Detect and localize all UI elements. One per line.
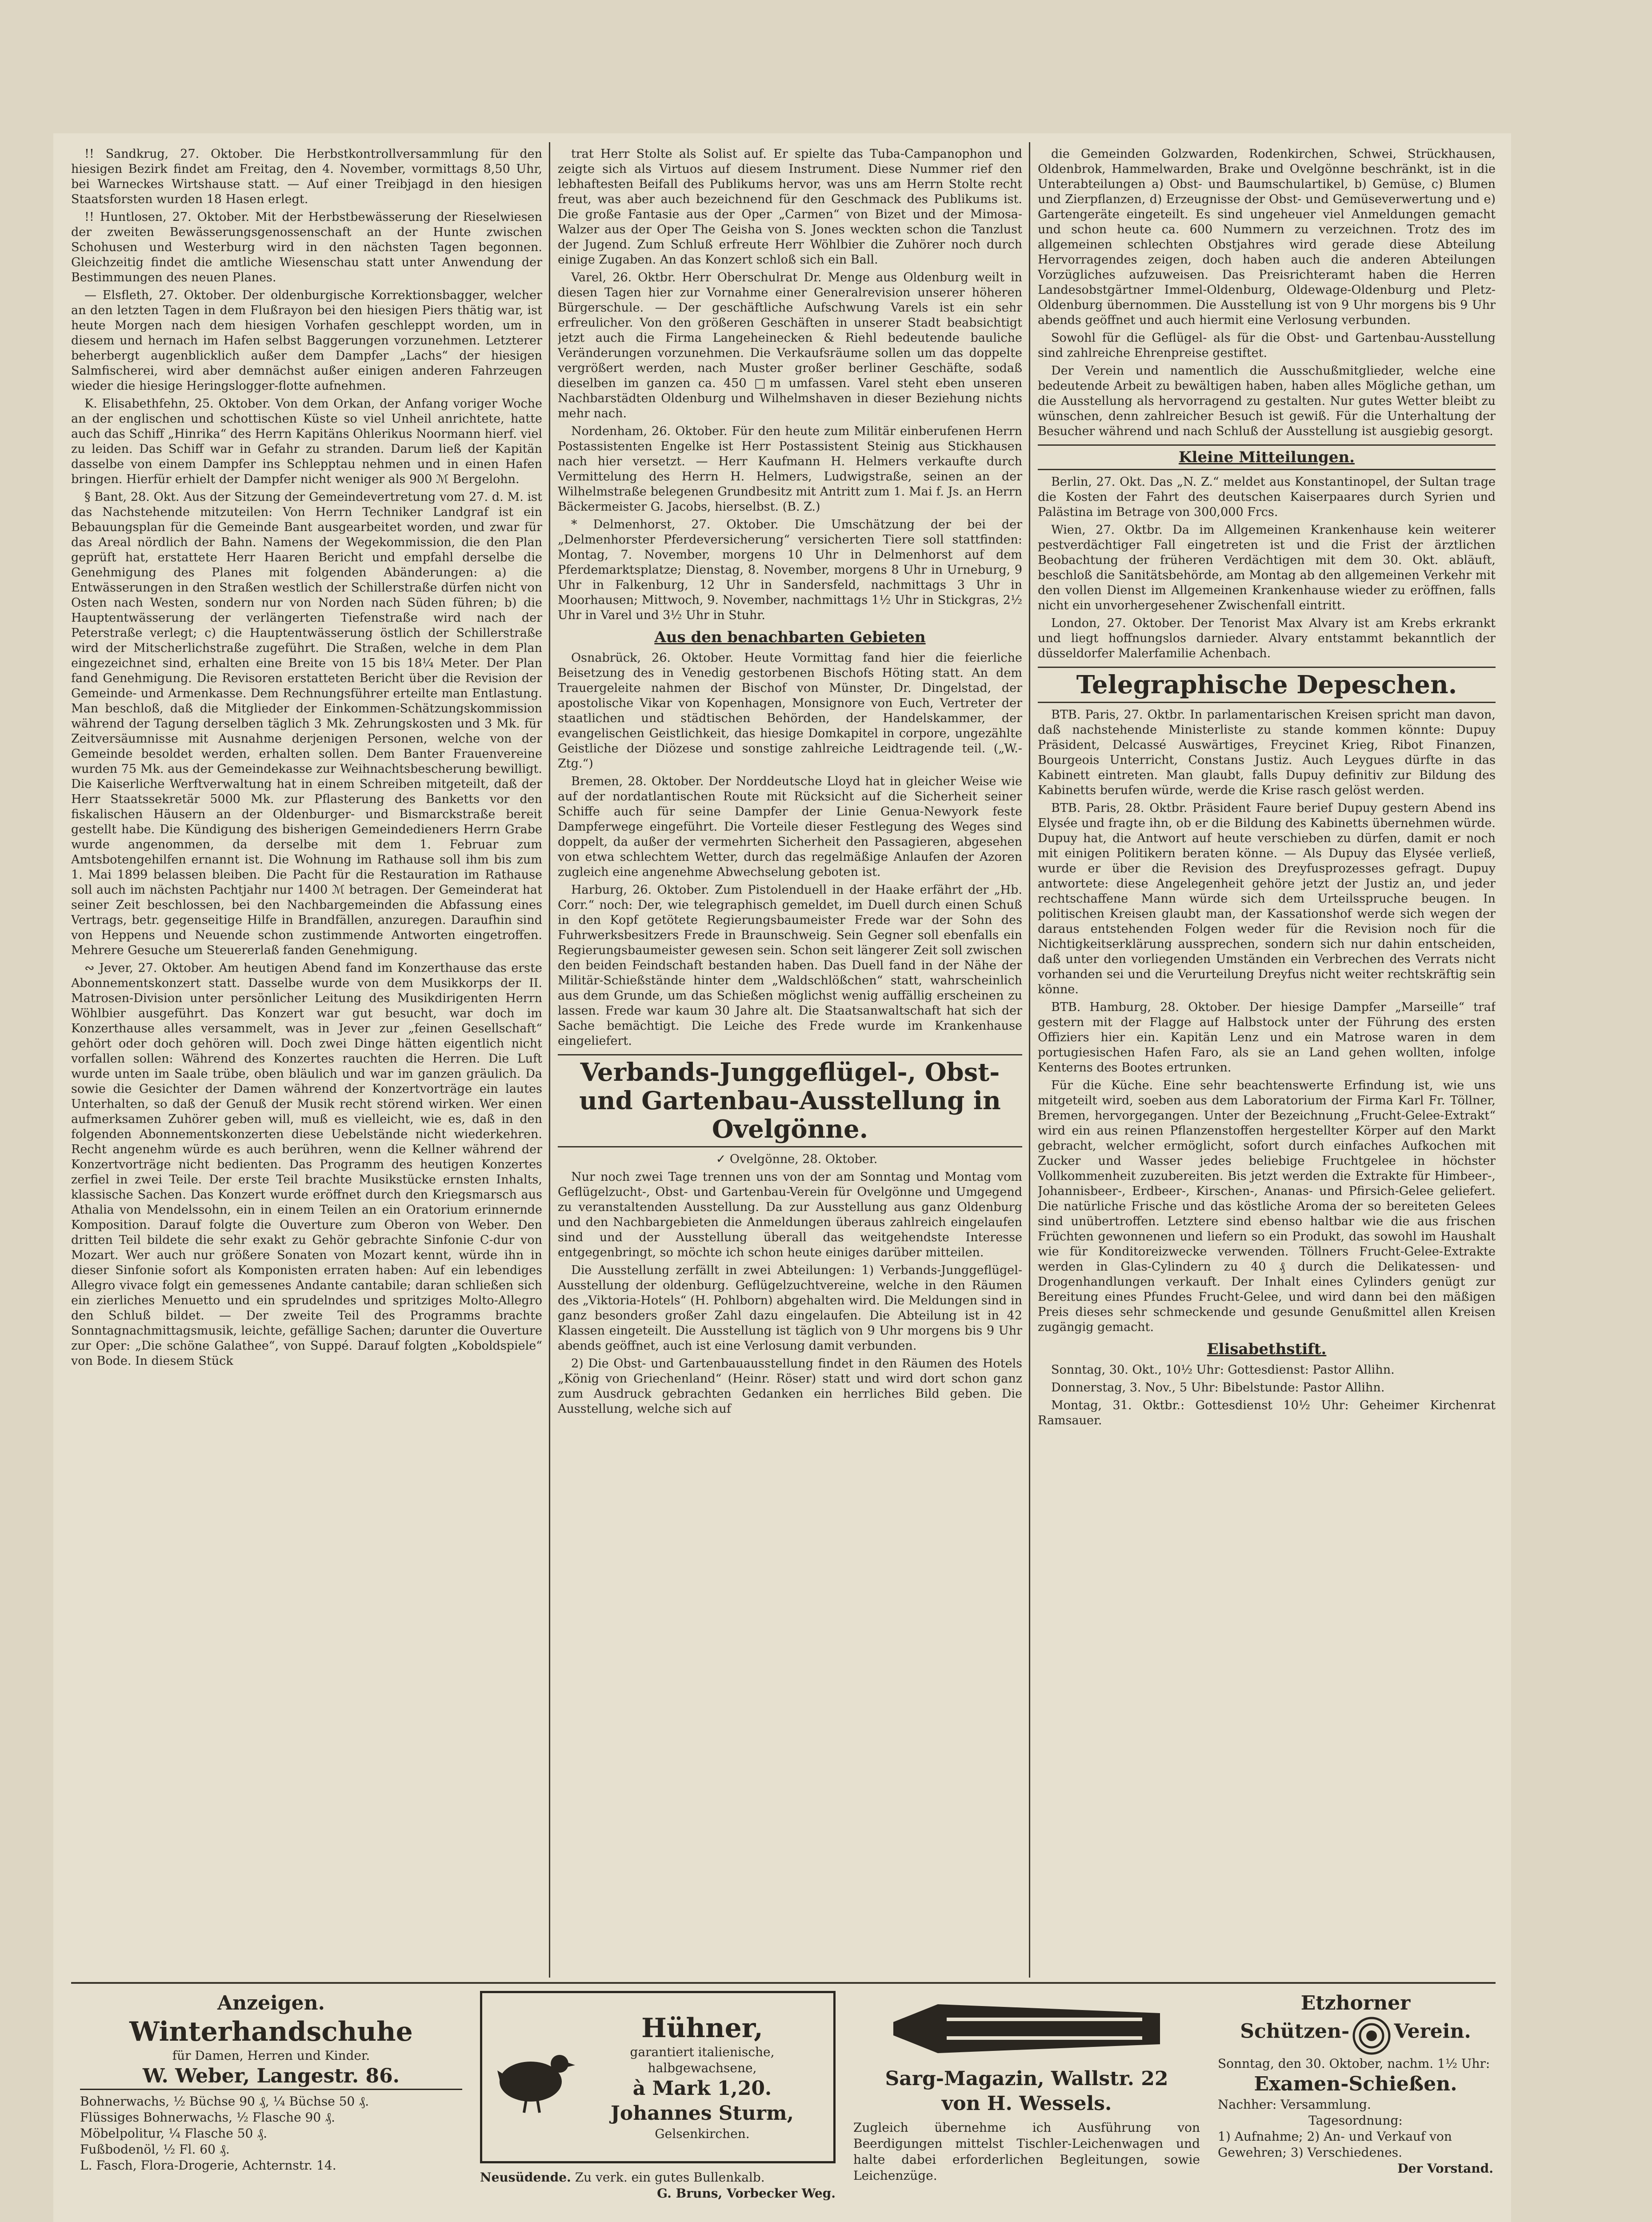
section-heading-small-news: Kleine Mitteilungen. bbox=[1038, 444, 1496, 470]
wax-line-3: Möbelpolitur, ¼ Flasche 50 ₰. bbox=[80, 2126, 268, 2141]
wax-line-4: Fußbodenöl, ½ Fl. 60 ₰. bbox=[80, 2142, 230, 2157]
column-divider-2 bbox=[1029, 142, 1030, 1978]
advertisements bbox=[80, 1991, 1493, 2222]
club-agenda-head: Tagesordnung: bbox=[1308, 2113, 1403, 2128]
newspaper-page bbox=[53, 133, 1511, 2222]
ad-gloves bbox=[80, 1991, 462, 2222]
ad-hens bbox=[480, 1991, 836, 2222]
hens-price: à Mark 1,20. bbox=[632, 2077, 772, 2100]
ad-shooting-club bbox=[1218, 1991, 1493, 2222]
section-heading-neighbor: Aus den benachbarten Gebieten bbox=[654, 628, 926, 646]
article-harburg: Harburg, 26. Oktober. Zum Pistolenduell in der Haake erfährt der „Hb. Corr.“ noch: Der, wie telegraphisch gemeldet, im Duell durch einen Schuß in den Kopf getötete Regierungsbaumeister Frede war der Sohn des Fuhrwerksbesitzers Frede in Braunschweig. Sein Gegner soll ebenfalls ein Regierungsbaumeister gewesen sein. Schon seit längerer Zeit soll zwischen den beiden Feindschaft bestanden haben. Das Duell fand in der Nähe der Militär-Schießstände hinter dem „Waldschlößchen“ statt, wahrscheinlich aus dem Grunde, um das Schießen möglichst wenig auffällig erscheinen zu lassen. Frede war kaum 30 Jahre alt. Die Staatsanwaltschaft hat sich der Sache bemächtigt. Die Leiche des Frede wurde im Krankenhause eingeliefert. bbox=[558, 883, 1022, 1048]
column-3 bbox=[1038, 147, 1496, 1982]
wax-line-5: L. Fasch, Flora-Drogerie, Achternstr. 14. bbox=[80, 2158, 336, 2173]
hens-seller: Johannes Sturm, bbox=[611, 2102, 794, 2125]
club-date: Sonntag, den 30. Oktober, nachm. 1½ Uhr: bbox=[1218, 2056, 1490, 2071]
article-huntlosen: !! Huntlosen, 27. Oktober. Mit der Herbstbewässerung der Rieselwiesen der zweiten Bewässerungsgenossenschaft an der Hunte zwischen Schohusen und Westerburg wird in den nächsten Tagen begonnen. Gleichzeitig findet die amtliche Wiesenschau statt unter Anwendung der Bestimmungen des neuen Planes. bbox=[71, 210, 542, 284]
telegram-paris-1: BTB. Paris, 27. Oktbr. In parlamentarischen Kreisen spricht man davon, daß nachstehende Ministerliste zu stande kommen könnte: Dupuy Präsident, Delcassé Auswärtiges, Freycinet Krieg, Ribot Finanzen, Bourgeois Unterricht, Constans Justiz. Auch Leygues dürfte in das Kabinett eintreten. Man glaubt, falls Dupuy definitiv zur Bildung des Kabinetts berufen würde, werde die Krise rasch gelöst werden. bbox=[1038, 708, 1496, 797]
article-elisabethfehn: K. Elisabethfehn, 25. Oktober. Von dem Orkan, der Anfang voriger Woche an der englischen und schottischen Küste so viel Unheil anrichtete, hatte auch das Schiff „Hinrika“ des Herrn Kapitäns Ohlerikus Noormann hierf. viel zu leiden. Das Schiff war in Gefahr zu stranden. Darum ließ der Kapitän dasselbe von einem Dampfer ins Schlepptau nehmen und in einen Hafen bringen. Hierfür erhielt der Dampfer nicht weniger als 900 ℳ Bergelohn. bbox=[71, 397, 542, 486]
church-line-2: Donnerstag, 3. Nov., 5 Uhr: Bibelstunde: Pastor Allihn. bbox=[1051, 1381, 1385, 1395]
wax-line-2: Flüssiges Bohnerwachs, ½ Flasche 90 ₰. bbox=[80, 2110, 335, 2125]
telegram-paris-2: BTB. Paris, 28. Oktbr. Präsident Faure berief Dupuy gestern Abend ins Elysée und fragte ihn, ob er die Bildung des Kabinetts übernehmen würde. Dupuy hat, die Antwort auf heute verschieben zu dürfen, damit er noch mit einigen Politikern beraten könne. — Als Dupuy das Elysée verließ, wurde er über die Revision des Dreyfusprozesses gefragt. Dupuy antwortete: diese Angelegenheit gehöre jetzt der Justiz an, und jeder rechtschaffene Mann würde sich dem Urteilsspruche beugen. In politischen Kreisen glaubt man, der Kassationshof werde sich wegen der daraus entstehenden Folgen weder für die Revision noch für die Nichtigkeitserklärung aussprechen, sondern sich nur dahin entscheiden, daß unter den vorliegenden Umständen ein Verbrechen des Verrats nicht vorhanden sei und die Verurteilung Dreyfus nicht weiter rechtskräftig sein könne. bbox=[1038, 801, 1496, 996]
club-title-row bbox=[1218, 2016, 1493, 2056]
section-heading-church: Elisabethstift. bbox=[1207, 1340, 1327, 1358]
gloves-shop: W. Weber, Langestr. 86. bbox=[80, 2064, 462, 2090]
club-agenda-1: 1) Aufnahme; 2) An- und Verkauf von Gewehren; 3) Verschiedenes. bbox=[1218, 2129, 1452, 2160]
telegram-hamburg: BTB. Hamburg, 28. Oktober. Der hiesige Dampfer „Marseille“ traf gestern mit der Flagge auf Halbstock unter der Führung des ersten Offiziers hier ein. Kapitän Lenz und ein Matrose waren in dem portugiesischen Hafen Faro, als sie an Land gehen wollten, infolge Kenterns des Bootes ertrunken. bbox=[1038, 1000, 1496, 1075]
calf-label: Neusüdende. bbox=[480, 2170, 571, 2185]
article-berlin: Berlin, 27. Okt. Das „N. Z.“ meldet aus Konstantinopel, der Sultan trage die Kosten der Fahrt des deutschen Kaiserpaares durch Syrien und Palästina im Betrage von 300,000 Frcs. bbox=[1038, 475, 1496, 519]
calf-ad bbox=[480, 2170, 836, 2186]
hens-subtitle-2: halbgewachsene, bbox=[648, 2061, 757, 2075]
column-1 bbox=[71, 147, 542, 1982]
coffin-icon bbox=[884, 1995, 1169, 2062]
article-elsfleth: — Elsfleth, 27. Oktober. Der oldenburgische Korrektionsbagger, welcher an den letzten Tagen in dem Flußrayon bei den hiesigen Piers thätig war, ist heute Morgen nach dem hiesigen Vorhafen geschleppt worden, um in diesem und hernach im Hafen selbst Baggerungen vorzunehmen. Letzterer beherbergt augenblicklich außer dem Dampfer „Lachs“ der hiesigen Salmfischerei, wird aber demnächst außer einigen anderen Fahrzeugen wieder die hiesige Heringslogger-flotte aufnehmen. bbox=[71, 288, 542, 393]
article-jever-cont: trat Herr Stolte als Solist auf. Er spielte das Tuba-Campanophon und zeigte sich als Virtuos auf diesem Instrument. Diese Nummer rief den lebhaftesten Beifall des Publikums hervor, was uns am Herrn Stolte recht freut, was aber auch bezeichnend für den Geschmack des Publikums ist. Die große Fantasie aus der Oper „Carmen“ von Bizet und der Mimosa-Walzer aus der Oper The Geisha von S. Jones weckten schon die Tanzlust der Jugend. Zum Schluß erfreute Herr Wöhlbier die Zuhörer noch durch einige Zugaben. An das Konzert schloß sich ein Ball. bbox=[558, 147, 1022, 267]
section-heading-telegrams: Telegraphische Depeschen. bbox=[1038, 667, 1496, 703]
section-heading-exhibition: Verbands-Junggeflügel-, Obst- und Gartenbau-Ausstellung in Ovelgönne. bbox=[558, 1054, 1022, 1147]
hens-place: Gelsenkirchen. bbox=[655, 2126, 750, 2141]
article-wien: Wien, 27. Oktbr. Da im Allgemeinen Krankenhause kein weiterer pestverdächtiger Fall eingetreten ist und die Frist der ärztlichen Beobachtung der früheren Verdächtigen mit dem 30. Okt. abläuft, beschloß die Sanitätsbehörde, am Montag ab den allgemeinen Verkehr mit den vollen Dienst im Allgemeinen Krankenhause wieder zu eröffnen, falls nicht ein unvorhergesehener Zwischenfall eintritt. bbox=[1038, 523, 1496, 612]
gloves-title: Winterhandschuhe bbox=[129, 2016, 413, 2047]
church-line-3: Montag, 31. Oktbr.: Gottesdienst 10½ Uhr: Geheimer Kirchenrat Ramsauer. bbox=[1038, 1399, 1496, 1427]
hens-title: Hühner, bbox=[641, 2013, 763, 2044]
article-exhibition-2: Die Ausstellung zerfällt in zwei Abteilungen: 1) Verbands-Junggeflügel-Ausstellung der oldenburg. Geflügelzuchtvereine, welche in den Räumen des „Viktoria-Hotels“ (H. Pohlborn) abgehalten wird. Die Meldungen sind in ganz besonders großer Zahl dazu eingelaufen. Die Abteilung ist in 42 Klassen eingeteilt. Die Ausstellung ist täglich von 9 Uhr morgens bis 9 Uhr abends geöffnet, auch ist eine Verlosung damit verbunden. bbox=[558, 1263, 1022, 1353]
ads-divider bbox=[71, 1982, 1496, 1984]
hen-icon bbox=[488, 2039, 577, 2115]
article-sandkrug: !! Sandkrug, 27. Oktober. Die Herbstkontrollversammlung für den hiesigen Bezirk findet am Freitag, den 4. November, vormittags 8,50 Uhr, bei Warneckes Wirtshause statt. — Auf einer Treibjagd in den hiesigen Staatsforsten wurden 18 Hasen erlegt. bbox=[71, 147, 542, 206]
article-exhibition-4: die Gemeinden Golzwarden, Rodenkirchen, Schwei, Strückhausen, Oldenbrok, Hammelwarden, Brake und Ovelgönne beschränkt, ist in die Unterabteilungen a) Obst- und Baumschulartikel, b) Gemüse, c) Blumen und Zierpflanzen, d) Erzeugnisse der Obst- und Gemüseverwertung und e) Gartengeräte eingeteilt. Es sind ungeheuer viel Anmeldungen gemacht und schon heute ca. 600 Nummern zu verzeichnen. Trotz des im allgemeinen schlechten Obstjahres wird gerade diese Abteilung Hervorragendes zeigen, doch haben auch die anderen Abteilungen Vorzügliches aufzuweisen. Das Preisrichteramt haben die Herren Landesobstgärtner Immel-Oldenburg, Oldewage-Oldenburg und Pletz-Oldenburg übernommen. Die Ausstellung ist von 9 Uhr morgens bis 9 Uhr abends geöffnet und auch hiermit eine Verlosung verbunden. bbox=[1038, 147, 1496, 327]
hens-box bbox=[480, 1991, 836, 2163]
article-varel: Varel, 26. Oktbr. Herr Oberschulrat Dr. Menge aus Oldenburg weilt in diesen Tagen hier zur Vornahme einer Generalrevision unserer höheren Bürgerschule. — Der geschäftliche Aufschwung Varels ist ein sehr erfreulicher. Von den größeren Geschäften in unserer Stadt beabsichtigt jetzt auch die Firma Langeheinecken & Riehl bedeutende bauliche Veränderungen vorzunehmen. Die Verkaufsräume sollen um das doppelte vergrößert werden, nach Muster großer berliner Geschäfte, sodaß dieselben im ganzen ca. 450 □m umfassen. Varel steht eben unseren Nachbarstädten Oldenburg und Wilhelmshaven in dieser Beziehung nichts mehr nach. bbox=[558, 271, 1022, 420]
article-delmenhorst: * Delmenhorst, 27. Oktober. Die Umschätzung der bei der „Delmenhorster Pferdeversicherung“ versicherten Tiere soll stattfinden: Montag, 7. November, morgens 10 Uhr in Delmenhorst auf dem Pferdemarktsplatze; Dienstag, 8. November, morgens 8 Uhr in Urneburg, 9 Uhr in Falkenburg, 12 Uhr in Sandersfeld, nachmittags 3 Uhr in Moorhausen; Mittwoch, 9. November, nachmittags 1½ Uhr in Stickgras, 2½ Uhr in Varel und 3½ Uhr in Stuhr. bbox=[558, 518, 1022, 622]
calf-seller: G. Bruns, Vorbecker Weg. bbox=[657, 2186, 836, 2201]
coffin-title: Sarg-Magazin, Wallstr. 22 bbox=[885, 2067, 1168, 2090]
article-exhibition-1: Nur noch zwei Tage trennen uns von der am Sonntag und Montag vom Geflügelzucht-, Obst- und Gartenbau-Verein für Ovelgönne und Umgegend zu veranstaltenden Ausstellung. Da zur Ausstellung aus ganz Oldenburg und den Nachbargebieten die Anmeldungen überaus zahlreich eingelaufen sind und der Ausstellung überall das weitgehendste Interesse entgegenbringt, so möchte ich schon heute einiges darüber mitteilen. bbox=[558, 1170, 1022, 1259]
article-kitchen: Für die Küche. Eine sehr beachtenswerte Erfindung ist, wie uns mitgeteilt wird, soeben aus dem Laboratorium der Firma Karl Fr. Töllner, Bremen, hervorgegangen. Unter der Bezeichnung „Frucht-Gelee-Extrakt“ wird ein aus reinen Pflanzenstoffen hergestellter Körper auf den Markt gebracht, welcher ermöglicht, sofort durch einfaches Aufkochen mit Zucker und Wasser jedes beliebige Fruchtgelee in höchster Vollkommenheit zuzubereiten. Bis jetzt werden die Extrakte für Himbeer-, Johannisbeer-, Erdbeer-, Kirschen-, Ananas- und Pfirsich-Gelee geliefert. Die natürliche Frische und das köstliche Aroma der so bereiteten Gelees sind unübertroffen. Letztere sind ebenso haltbar wie die aus frischen Früchten gewonnenen und liefern so ein Produkt, das sowohl im Haushalt wie für Konditoreizwecke verwenden. Töllners Frucht-Gelee-Extrakte werden in Glas-Cylindern zu 40 ₰ durch die Delikatessen- und Drogenhandlungen verkauft. Der Inhalt eines Cylinders genügt zur Bereitung eines Pfundes Frucht-Gelee, und wird dann bei den mäßigen Preis dieses sehr schmeckende und gesunde Genußmittel allen Kreisen zugängig gemacht. bbox=[1038, 1079, 1496, 1334]
ad-coffins bbox=[853, 1991, 1200, 2222]
article-exhibition-3: 2) Die Obst- und Gartenbauausstellung findet in den Räumen des Hotels „König von Griechenland“ (Heinr. Röser) statt und wird dort schon ganz zum Ausdruck gebrachten Gedanken ein herrliches Bild geben. Die Ausstellung, welche sich auf bbox=[558, 1357, 1022, 1416]
club-title-3: Verein. bbox=[1394, 2020, 1471, 2043]
ads-header: Anzeigen. bbox=[217, 1992, 325, 2014]
article-exhibition-6: Der Verein und namentlich die Ausschußmitglieder, welche eine bedeutende Arbeit zu bewältigen haben, haben alles Mögliche gethan, um die Ausstellung als hervorragend zu gestalten. Nur gutes Wetter bleibt zu wünschen, denn zahlreicher Besuch ist gewiß. Für die Unterhaltung der Besucher während und nach Schluß der Ausstellung ist ausgiebig gesorgt. bbox=[1038, 364, 1496, 438]
article-osnabrueck: Osnabrück, 26. Oktober. Heute Vormittag fand hier die feierliche Beisetzung des in Venedig gestorbenen Bischofs Höting statt. An dem Trauergeleite nahmen der Bischof von Münster, Dr. Dingelstad, der apostolische Vikar von Kopenhagen, Monsignore von Euch, Vertreter der staatlichen und städtischen Behörden, der Handelskammer, der evangelischen Geistlichkeit, das hiesige Domkapitel in corpore, ungezählte Geistliche der Diözese und sonstige zahlreiche Leidtragende teil. („W.-Ztg.“) bbox=[558, 651, 1022, 771]
article-london: London, 27. Oktober. Der Tenorist Max Alvary ist am Krebs erkrankt und liegt hoffnungslos darnieder. Alvary entstammt bekanntlich der düsseldorfer Malerfamilie Achenbach. bbox=[1038, 616, 1496, 660]
dateline-ovelgoenne: ✓ Ovelgönne, 28. Oktober. bbox=[716, 1152, 878, 1166]
coffin-by: von H. Wessels. bbox=[941, 2092, 1112, 2115]
target-icon bbox=[1352, 2016, 1392, 2056]
column-divider-1 bbox=[549, 142, 550, 1978]
wax-line-1: Bohnerwachs, ½ Büchse 90 ₰, ¼ Büchse 50 ₰. bbox=[80, 2094, 369, 2109]
article-exhibition-5: Sowohl für die Geflügel- als für die Obst- und Gartenbau-Ausstellung sind zahlreiche Ehrenpreise gestiftet. bbox=[1038, 331, 1496, 360]
column-2 bbox=[558, 147, 1022, 1982]
article-bremen: Bremen, 28. Oktober. Der Norddeutsche Lloyd hat in gleicher Weise wie auf der nordatlantischen Route mit Rücksicht auf die Sicherheit seiner Schiffe auch für seine Dampfer der Linie Genua-Newyork feste Dampferwege eingeführt. Die Vorteile dieser Festlegung des Weges sind doppelt, da außer der vermehrten Sicherheit den Passagieren, abgesehen von etwa schlechtem Wetter, durch das regelmäßige Anlaufen der Azoren zugleich eine angenehme Abwechselung geboten ist. bbox=[558, 775, 1022, 879]
club-title-1: Etzhorner bbox=[1300, 1992, 1411, 2014]
gloves-subtitle: für Damen, Herren und Kinder. bbox=[172, 2048, 370, 2063]
club-title-2: Schützen- bbox=[1240, 2020, 1350, 2043]
article-bant: § Bant, 28. Okt. Aus der Sitzung der Gemeindevertretung vom 27. d. M. ist das Nachstehende mitzuteilen: Von Herrn Techniker Landgraf ist ein Bebauungsplan für die Gemeinde Bant ausgearbeitet worden, und zwar für das Areal nördlich der Bahn. Namens der Wegekommission, die den Plan geprüft hat, erstattete Herr Haaren Bericht und empfahl derselbe die Genehmigung des Planes mit folgenden Abänderungen: a) die Entwässerungen in den Straßen westlich der Schillerstraße dürfen nicht von Osten nach Westen, sondern nur von Norden nach Süden führen; b) die Hauptentwässerung der verlängerten Tiefenstraße wird nach der Peterstraße verlegt; c) die Hauptentwässerung östlich der Schillerstraße wird der Mitscherlichstraße zugeführt. Die Straßen, welche in dem Plan eingezeichnet sind, erhalten eine Breite von 15 bis 18¼ Meter. Der Plan fand Genehmigung. Die Revisoren erstatteten Bericht über die Revision der Gemeinde- und Armenkasse. Dem Rechnungsführer erteilte man Entlastung. Man beschloß, daß die Mitglieder der Einkommen-Schätzungskommission während der Tagung derselben täglich 3 Mk. Zehrungskosten und 3 Mk. für Zeitversäumnisse mit Ausnahme derjenigen Personen, welche von der Gemeinde besoldet werden, erhalten sollen. Dem Banter Frauenvereine wurden 75 Mk. aus der Gemeindekasse zur Weihnachtsbescherung bewilligt. Die Kaiserliche Werftverwaltung hat in einem Schreiben mitgeteilt, daß der Herr Staatssekretär 5000 Mk. zur Pflasterung des Banketts vor den fiskalischen Häusern an der Oldenburger- und Bismarckstraße bereit gestellt habe. Die Kündigung des bisherigen Gemeindedieners Herrn Grabe wurde angenommen, da derselbe mit dem 1. Februar zum Amtsbotengehilfen ernannt ist. Die Wohnung im Rathause soll ihm bis zum 1. Mai 1899 belassen bleiben. Die Pacht für die Restauration im Rathause soll auch im nächsten Pachtjahr nur 1400 ℳ betragen. Der Gemeinderat hat seiner Zeit beschlossen, bei den Nachbargemeinden die Abfassung eines Vertrags, betr. gegenseitige Hilfe in Brandfällen, anzuregen. Daraufhin sind von Heppens und Neuende schon zustimmende Antworten eingetroffen. Mehrere Gesuche um Steuererlaß fanden Genehmigung. bbox=[71, 490, 542, 957]
article-jever: ∾ Jever, 27. Oktober. Am heutigen Abend fand im Konzerthause das erste Abonnementskonzert statt. Dasselbe wurde von dem Musikkorps der II. Matrosen-Division unter persönlicher Leitung des Musikdirigenten Herrn Wöhlbier ausgeführt. Das Konzert war gut besucht, war doch im Konzerthause alles versammelt, was in Jever zur „feinen Gesellschaft“ gehört oder doch gehören will. Doch zwei Dinge hätten eigentlich nicht vorfallen sollen: Während des Konzertes rauchten die Herren. Die Luft wurde unten im Saale trübe, oben bläulich und war im ganzen gräulich. Da sowie die Gesichter der Damen während der Konzertvorträge ein lautes Unterhalten, so daß der Genuß der Musik recht störend wirken. Wer einen aufmerksamen Zuhörer geben will, muß es vielleicht, wie es, daß in den folgenden Abonnementskonzerten diese Uebelstände nicht wiederkehren. Recht angenehm würde es auch berühren, wenn die Kellner während der Konzertvorträge nicht bedienten. Das Programm des heutigen Konzertes zerfiel in zwei Teile. Der erste Teil brachte Musikstücke ernsten Inhalts, klassische Sachen. Das Konzert wurde eröffnet durch den Kriegsmarsch aus Athalia von Mendelssohn, ein in einem Teilen an ein Oratorium erinnernde Komposition. Darauf folgte die Ouverture zum Oberon von Weber. Den dritten Teil bildete die sehr exakt zu Gehör gebrachte Sinfonie C-dur von Mozart. Wer auch nur größere Sonaten von Mozart kennt, würde ihn in dieser Sinfonie sofort als Komponisten erraten haben: Auf ein lebendiges Allegro vivace folgt ein gemessenes Andante cantabile; daran schließen sich ein zierliches Menuetto und ein sprudelndes und spritziges Molto-Allegro den Schluß bildet. — Der zweite Teil des Programms brachte Sonntagnachmittagsmusik, leichte, gefällige Sachen; darunter die Ouverture zur Oper: „Die schöne Galathee“, von Suppé. Darauf folgten „Koboldspiele“ von Bode. In diesem Stück bbox=[71, 961, 542, 1368]
article-nordenham: Nordenham, 26. Oktober. Für den heute zum Militär einberufenen Herrn Postassistenten Engelke ist Herr Postassistent Steinig aus Stickhausen nach hier versetzt. — Herr Kaufmann H. Helmers verkaufte durch Vermittelung des Herrn H. Helmers, Ludwigstraße, seinen an der Wilhelmstraße belegenen Grundbesitz mit Antritt zum 1. Mai f. Js. an Herrn Bäckermeister G. Jacobs, hierselbst. (B. Z.) bbox=[558, 424, 1022, 514]
hens-subtitle-1: garantiert italienische, bbox=[630, 2045, 775, 2059]
coffin-text: Zugleich übernehme ich Ausführung von Beerdigungen mittelst Tischler-Leichenwagen und halte dabei erforderlichen Begleitungen, sowie Leichenzüge. bbox=[853, 2120, 1200, 2183]
club-event: Examen-Schießen. bbox=[1254, 2073, 1457, 2095]
calf-text: Zu verk. ein gutes Bullenkalb. bbox=[575, 2170, 765, 2185]
club-sign: Der Vorstand. bbox=[1397, 2161, 1493, 2176]
church-line-1: Sonntag, 30. Okt., 10½ Uhr: Gottesdienst: Pastor Allihn. bbox=[1051, 1363, 1395, 1377]
club-after: Nachher: Versammlung. bbox=[1218, 2097, 1371, 2112]
